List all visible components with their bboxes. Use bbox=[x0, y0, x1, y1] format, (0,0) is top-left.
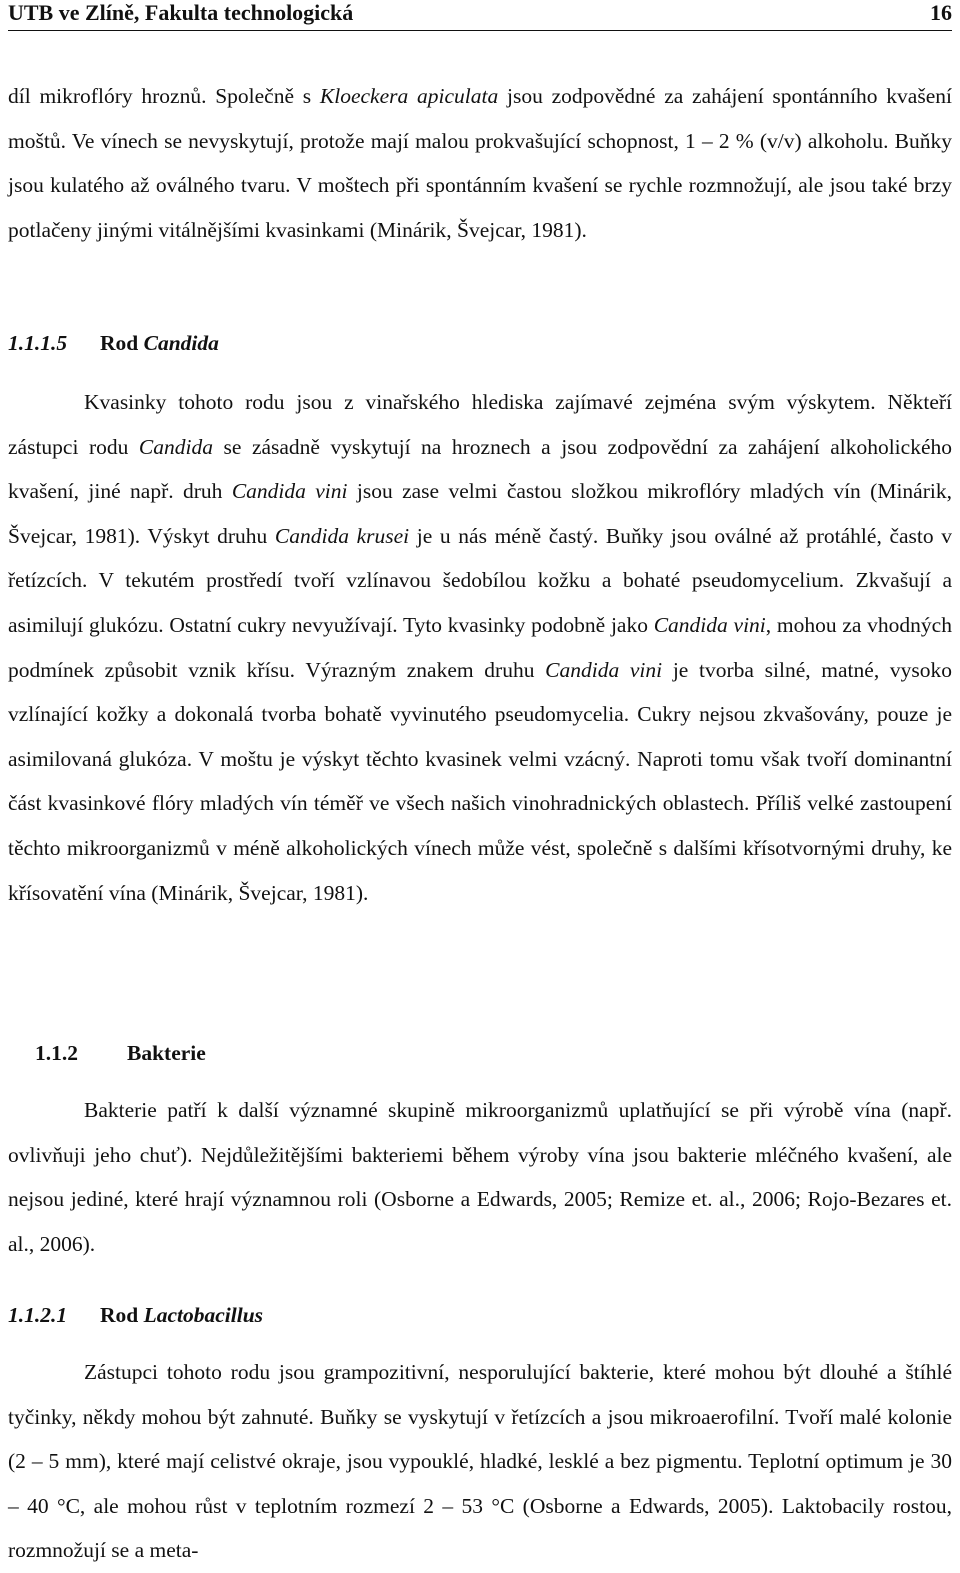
species-name: Kloeckera apiculata bbox=[319, 84, 499, 108]
paragraph-yeast-intro: díl mikroflóry hroznů. Společně s Kloeckera apiculata jsou zodpovědné za zahájení spontánního kvašení moštů. Ve vínech se nevyskytují, protože mají malou prokvašující schopnost, 1 – 2 % (v/v) alkoholu. Buňky jsou kulatého až oválného tvaru. V moštech při spontánním kvašení se rychle rozmnožují, ale jsou také brzy potlačeny jinými vitálnějšími kvasinkami (Minárik, Švejcar, 1981). bbox=[8, 84, 952, 242]
paragraph-lactobacillus: Zástupci tohoto rodu jsou grampozitivní, nesporulující bakterie, které mohou být dlouhé a štíhlé tyčinky, někdy mohou být zahnuté. Buňky se vyskytují v řetízcích a jsou mikroaerofilní. Tvoří malé kolonie (2 – 5 mm), které mají celistvé okraje, jsou vypouklé, hladké, lesklé a bez pigmentu. Teplotní optimum je 30 – 40 °C, ale mohou růst v teplotním rozmezí 2 – 53 °C (Osborne a Edwards, 2005). Laktobacily rostou, rozmnožují se a meta- bbox=[8, 1360, 952, 1563]
paragraph-bakterie: Bakterie patří k další významné skupině mikroorganizmů uplatňující se při výrobě vína (např. ovlivňuji jeho chuť). Nejdůležitějšími bakteriemi během výroby vína jsou bakterie mléčného kvašení, ale nejsou jediné, které hrají významnou roli (Osborne a Edwards, 2005; Remize et. al., 2006; Rojo-Bezares et. al., 2006). bbox=[8, 1098, 952, 1256]
paragraph-candida: Kvasinky tohoto rodu jsou z vinařského hlediska zajímavé zejména svým výskytem. Někteří zástupci rodu Candida se zásadně vyskytují na hroznech a jsou zodpovědní za zahájení alkoholického kvašení, jiné např. druh Candida vini jsou zase velmi častou složkou mikroflóry mladých vín (Minárik, Švejcar, 1981). Výskyt druhu Candida krusei je u nás méně častý. Buňky jsou oválné až protáhlé, často v řetízcích. V tekutém prostředí tvoří vzlínavou šedobílou kožku a bohaté pseudomycelium. Zkvašují a asimilují glukózu. Ostatní cukry nevyužívají. Tyto kvasinky podobně jako Candida vini, mohou za vhodných podmínek způsobit vznik křísu. Výrazným znakem druhu Candida vini je tvorba silné, matné, vysoko vzlínající kožky a dokonalá tvorba bohatě vyvinutého pseudomycelia. Cukry nejsou zkvašovány, pouze je asimilovaná glukóza. V moštu je výskyt těchto kvasinek velmi vzácný. Naproti tomu však tvoří dominantní část kvasinkové flóry mladých vín téměř ve všech našich vinohradnických oblastech. Příliš velké zastoupení těchto mikroorganizmů v méně alkoholických vínech může vést, společně s dalšími křísotvornými druhy, ke křísovatění vína (Minárik, Švejcar, 1981). bbox=[8, 390, 953, 905]
header-title: UTB ve Zlíně, Fakulta technologická bbox=[8, 0, 354, 25]
section-heading-lactobacillus: 1.1.2.1 Rod Lactobacillus bbox=[8, 1300, 263, 1330]
section-heading-candida: 1.1.1.5 Rod Candida bbox=[8, 328, 219, 358]
section-heading-bakterie: 1.1.2 Bakterie bbox=[35, 1038, 206, 1068]
section-number: 1.1.2.1 bbox=[8, 1303, 68, 1327]
section-number: 1.1.1.5 bbox=[8, 331, 68, 355]
section-number: 1.1.2 bbox=[35, 1041, 78, 1065]
page-number: 16 bbox=[930, 0, 952, 25]
page-header bbox=[8, 0, 952, 31]
